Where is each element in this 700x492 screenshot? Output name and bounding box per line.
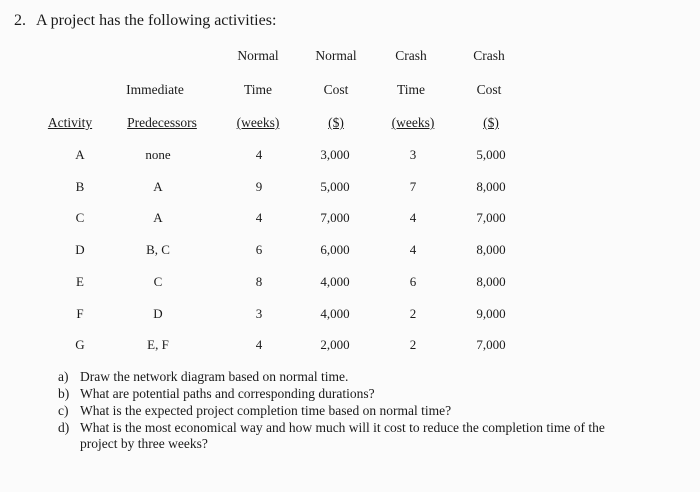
- cell-normal-cost: 4,000: [320, 305, 350, 321]
- cell-activity: G: [75, 337, 85, 353]
- cell-predecessors: none: [145, 147, 171, 162]
- cell-normal-cost: 5,000: [320, 178, 350, 194]
- subquestion-d: [58, 420, 688, 452]
- cell-normal-time: 4: [255, 337, 263, 353]
- header-activity: Activity: [47, 115, 93, 130]
- cell-crash-cost: 5,000: [476, 147, 506, 162]
- cell-predecessors: A: [153, 178, 163, 194]
- cell-crash-cost: 7,000: [476, 210, 506, 226]
- cell-crash-time: 2: [409, 305, 417, 321]
- cell-normal-cost: 6,000: [320, 242, 350, 258]
- cell-predecessors: D: [153, 305, 163, 321]
- subquestion-text: What is the expected project completion time based on normal time?: [80, 403, 452, 418]
- cell-crash-time: 3: [409, 147, 417, 162]
- cell-normal-cost: 7,000: [320, 210, 350, 226]
- header-normal-cost-unit: ($): [328, 115, 344, 130]
- cell-crash-cost: 8,000: [476, 178, 506, 194]
- cell-normal-time: 4: [255, 147, 263, 162]
- header-predecessors: Predecessors: [127, 115, 197, 130]
- cell-predecessors: B, C: [146, 242, 170, 258]
- subquestion-c: [58, 403, 451, 419]
- cell-crash-time: 2: [409, 337, 417, 353]
- cell-crash-cost: 8,000: [476, 242, 506, 258]
- header-crash-cost-mid: Cost: [476, 82, 502, 97]
- cell-activity: D: [75, 242, 85, 258]
- subquestion-label: d): [58, 420, 70, 435]
- subquestion-text: What is the most economical way and how much will it cost to reduce the completion time of the: [80, 420, 605, 435]
- header-normal-time-unit: (weeks): [236, 115, 280, 130]
- subquestion-b: [58, 386, 375, 402]
- cell-activity: C: [75, 210, 85, 226]
- subquestion-label: c): [58, 403, 69, 418]
- cell-normal-time: 4: [255, 210, 263, 226]
- header-crash-time-top: Crash: [395, 48, 427, 63]
- header-normal-time-top: Normal: [237, 48, 279, 63]
- cell-predecessors: A: [153, 210, 163, 226]
- cell-normal-cost: 2,000: [320, 337, 350, 353]
- cell-crash-time: 4: [409, 210, 417, 226]
- subquestion-label: b): [58, 386, 70, 401]
- cell-activity: B: [75, 178, 85, 194]
- cell-activity: A: [75, 147, 85, 162]
- subquestion-text: What are potential paths and corresponding durations?: [80, 386, 375, 401]
- header-crash-cost-unit: ($): [483, 115, 499, 130]
- cell-predecessors: E, F: [147, 337, 169, 353]
- question-text: A project has the following activities:: [36, 12, 277, 29]
- cell-crash-cost: 9,000: [476, 305, 506, 321]
- cell-normal-time: 9: [255, 178, 263, 194]
- cell-predecessors: C: [153, 273, 163, 289]
- header-normal-cost-top: Normal: [315, 48, 357, 63]
- cell-normal-cost: 4,000: [320, 273, 350, 289]
- question-number: 2.: [14, 12, 26, 29]
- cell-activity: E: [76, 273, 84, 289]
- header-crash-cost-top: Crash: [473, 48, 505, 63]
- header-immediate: Immediate: [126, 82, 184, 97]
- subquestion-text-continuation: project by three weeks?: [80, 436, 208, 451]
- cell-crash-cost: 7,000: [476, 337, 506, 353]
- cell-crash-time: 4: [409, 242, 417, 258]
- header-crash-time-unit: (weeks): [391, 115, 435, 130]
- cell-crash-cost: 8,000: [476, 273, 506, 289]
- cell-normal-time: 8: [255, 273, 263, 289]
- cell-normal-time: 6: [255, 242, 263, 258]
- subquestion-label: a): [58, 369, 69, 384]
- header-normal-cost-mid: Cost: [323, 82, 349, 97]
- header-normal-time-mid: Time: [243, 82, 273, 97]
- cell-crash-time: 7: [409, 178, 417, 194]
- cell-crash-time: 6: [409, 273, 417, 289]
- cell-normal-cost: 3,000: [320, 147, 350, 162]
- cell-normal-time: 3: [255, 305, 263, 321]
- subquestion-a: [58, 369, 348, 385]
- cell-activity: F: [76, 305, 84, 321]
- header-crash-time-mid: Time: [396, 82, 426, 97]
- subquestion-text: Draw the network diagram based on normal time.: [80, 369, 349, 384]
